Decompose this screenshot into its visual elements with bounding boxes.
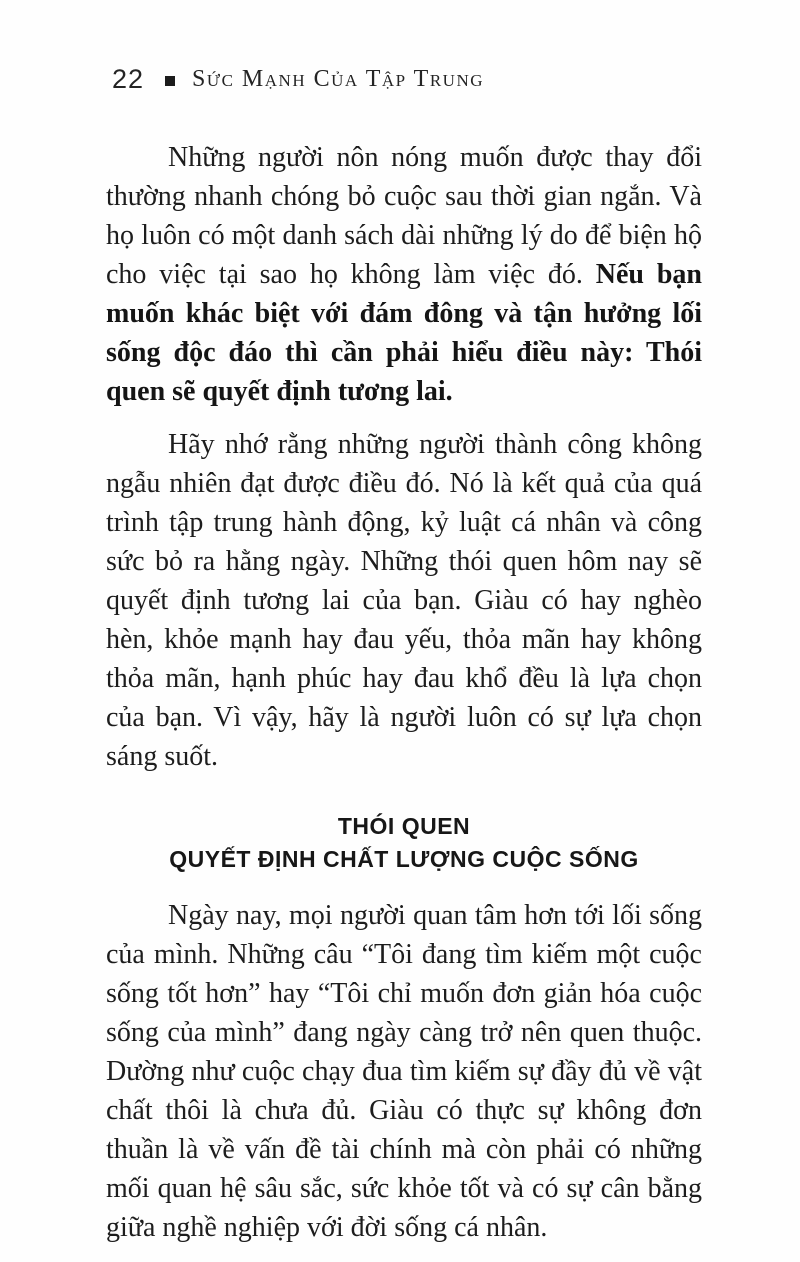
section-heading-line-1: THÓI QUEN xyxy=(337,813,471,839)
paragraph-1-text: Những người nôn nóng muốn được thay đổi thường nhanh chóng bỏ cuộc sau thời gian ngắn. Và họ luôn có một danh sách dài những lý do để biện hộ cho việc tại sao họ không làm việc đó. xyxy=(106,142,702,290)
running-title: Sức Mạnh Của Tập Trung xyxy=(192,66,485,92)
paragraph-2: Hãy nhớ rằng những người thành công không ngẫu nhiên đạt được điều đó. Nó là kết quả của quá trình tập trung hành động, kỷ luật cá nhân và công sức bỏ ra hằng ngày. Những thói quen hôm nay sẽ quyết định tương lai của bạn. Giàu có hay nghèo hèn, khỏe mạnh hay đau yếu, thỏa mãn hay không thỏa mãn, hạnh phúc hay đau khổ đều là lựa chọn của bạn. Vì vậy, hãy là người luôn có sự lựa chọn sáng suốt. xyxy=(106,429,702,772)
page-body xyxy=(106,138,702,1247)
square-bullet-icon xyxy=(165,76,175,86)
paragraph-3: Ngày nay, mọi người quan tâm hơn tới lối sống của mình. Những câu “Tôi đang tìm kiếm một cuộc sống tốt hơn” hay “Tôi chỉ muốn đơn giản hóa cuộc sống của mình” đang ngày càng trở nên quen thuộc. Dường như cuộc chạy đua tìm kiếm sự đầy đủ về vật chất thôi là chưa đủ. Giàu có thực sự không đơn thuần là về vấn đề tài chính mà còn phải có những mối quan hệ sâu sắc, sức khỏe tốt và có sự cân bằng giữa nghề nghiệp với đời sống cá nhân. xyxy=(106,900,702,1243)
paragraph-1-bold-text: Nếu bạn muốn khác biệt với đám đông và tận hưởng lối sống độc đáo thì cần phải hiểu điều này: Thói quen sẽ quyết định tương lai. xyxy=(106,259,702,407)
section-heading xyxy=(106,810,702,876)
page-header xyxy=(0,0,800,96)
paragraph-1 xyxy=(106,138,702,411)
section-heading-line-2: QUYẾT ĐỊNH CHẤT LƯỢNG CUỘC SỐNG xyxy=(169,846,639,872)
page-number: 22 xyxy=(112,63,145,94)
